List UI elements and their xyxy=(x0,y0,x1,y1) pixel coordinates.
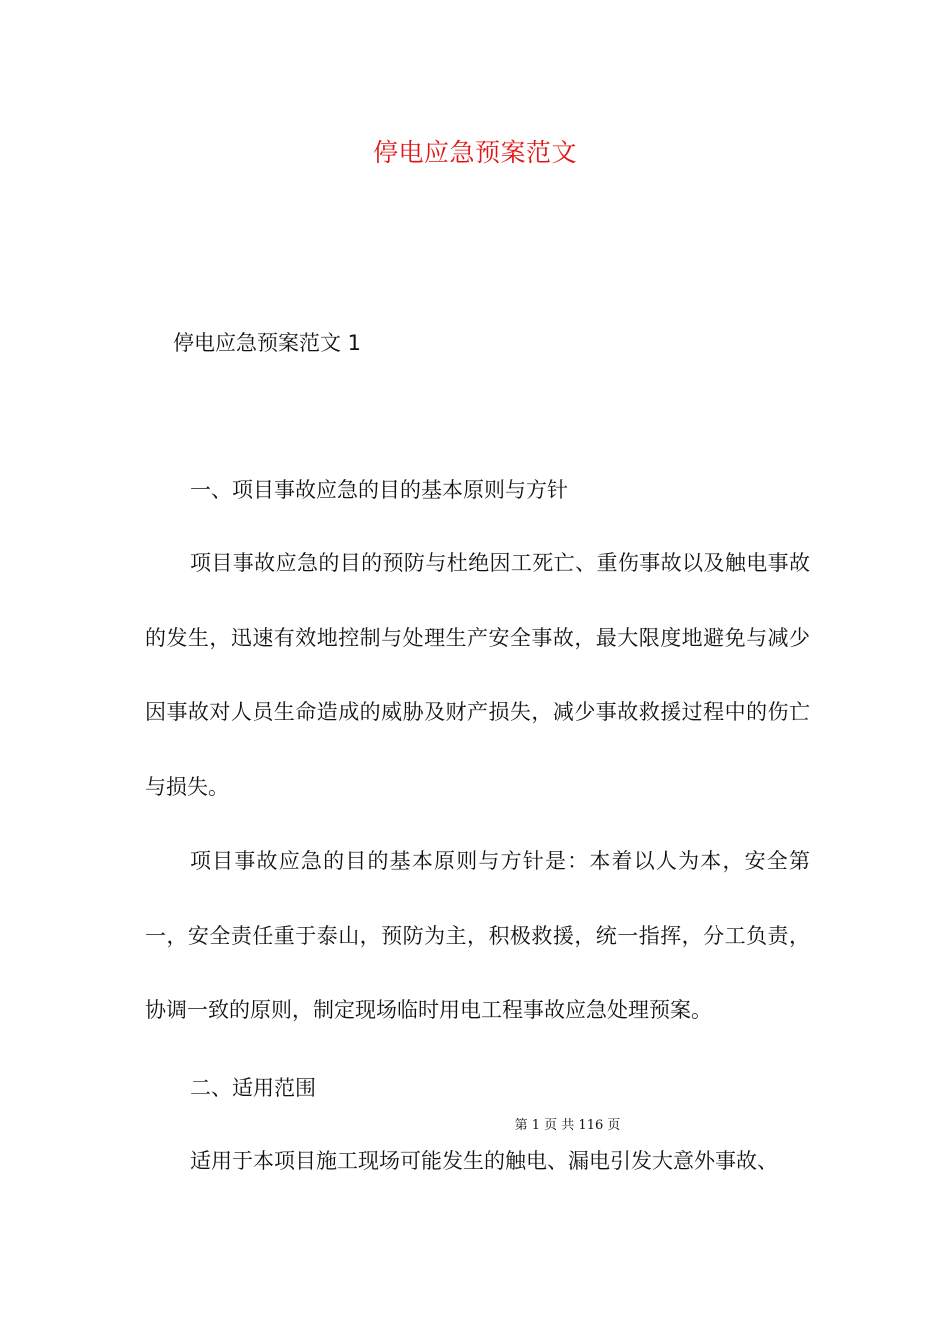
page-footer: 第 1 页 共 116 页 xyxy=(514,1118,621,1133)
paragraph-2: 项目事故应急的目的基本原则与方针是：本着以人为本，安全第一，安全责任重于泰山，预防为主，积极救援，统一指挥，分工负责，协调一致的原则，制定现场临时用电工程事故应急处理预案。 xyxy=(145,849,810,1022)
paragraph-1: 项目事故应急的目的预防与杜绝因工死亡、重伤事故以及触电事故的发生，迅速有效地控制与处理生产安全事故，最大限度地避免与减少因事故对人员生命造成的威胁及财产损失，减少事故救援过程中的伤亡与损失。 xyxy=(145,551,810,799)
section-heading-1: 一、项目事故应急的目的基本原则与方针 xyxy=(190,478,568,502)
section-heading-2: 二、适用范围 xyxy=(190,1076,316,1100)
document-subtitle: 停电应急预案范文 1 xyxy=(173,331,362,355)
document-title: 停电应急预案范文 xyxy=(372,138,577,167)
paragraph-3: 适用于本项目施工现场可能发生的触电、漏电引发大意外事故、 xyxy=(190,1149,778,1173)
